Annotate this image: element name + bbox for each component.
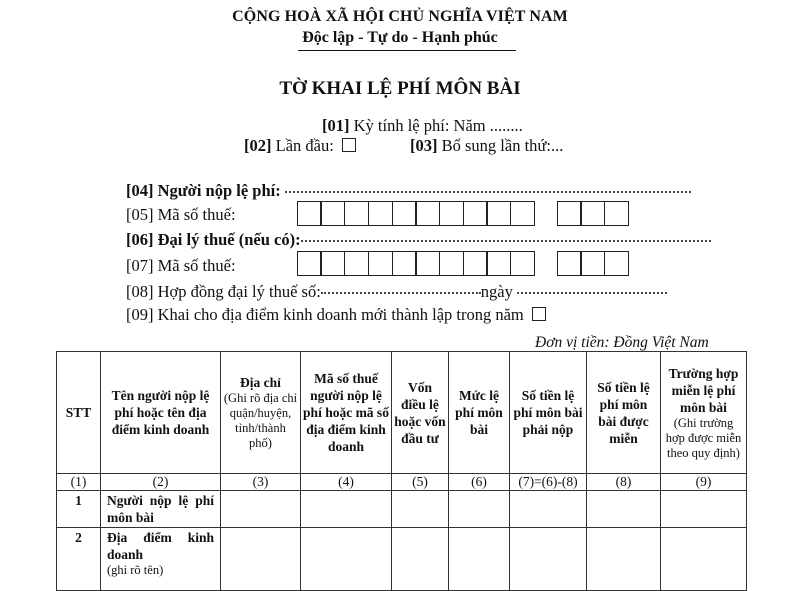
digit-box[interactable]: [557, 251, 582, 276]
new-location-checkbox[interactable]: [532, 307, 546, 321]
row-stt: 1: [57, 491, 101, 528]
col-header-stt: STT: [57, 352, 101, 474]
col-header-address-note: (Ghi rõ địa chỉ quận/huyện, tỉnh/thành phố): [223, 391, 298, 450]
col-index: (7)=(6)-(8): [510, 474, 587, 491]
digit-box[interactable]: [344, 251, 369, 276]
field-09-new-location: [126, 305, 546, 325]
row-stt: 2: [57, 528, 101, 591]
digit-box[interactable]: [439, 251, 464, 276]
digit-box[interactable]: [297, 201, 322, 226]
contract-date-input[interactable]: [517, 292, 667, 294]
col-index: (1): [57, 474, 101, 491]
field-04-label: [04] Người nộp lệ phí:: [126, 181, 281, 200]
col-header-name: Tên người nộp lệ phí hoặc tên địa điểm kinh doanh: [101, 352, 221, 474]
col-header-fee-exempted: Số tiền lệ phí môn bài được miễn: [587, 352, 661, 474]
form-title: TỜ KHAI LỆ PHÍ MÔN BÀI: [279, 78, 521, 99]
cell-fee-payable[interactable]: [510, 491, 587, 528]
digit-box[interactable]: [392, 201, 417, 226]
cell-capital[interactable]: [392, 491, 449, 528]
column-index-row: [57, 474, 747, 491]
tax-code-05-main-boxes[interactable]: [298, 201, 535, 226]
cell-capital[interactable]: [392, 528, 449, 591]
col-index: (3): [221, 474, 301, 491]
digit-box[interactable]: [439, 201, 464, 226]
fee-table: [56, 351, 747, 591]
col-header-exemption-note: (Ghi trường hợp được miễn theo quy định): [665, 415, 742, 460]
digit-box[interactable]: [604, 251, 629, 276]
col-index: (5): [392, 474, 449, 491]
cell-address[interactable]: [221, 528, 301, 591]
digit-box[interactable]: [415, 251, 440, 276]
field-09-label: [09] Khai cho địa điểm kinh doanh mới thành lập trong năm: [126, 305, 524, 324]
field-03-code: [03]: [410, 136, 438, 155]
row-name-cell: [101, 528, 221, 591]
field-03-supplement: [410, 136, 563, 156]
digit-box[interactable]: [320, 201, 345, 226]
field-08-date-label: ngày: [480, 282, 513, 301]
row-name-note: (ghi rõ tên): [107, 563, 164, 577]
row-name: Địa điểm kinh doanh: [107, 530, 214, 562]
col-header-exemption-case: [661, 352, 747, 474]
field-01-tax-period: [322, 116, 523, 136]
field-02-label: Lần đầu:: [275, 136, 334, 155]
cell-fee-level[interactable]: [449, 528, 510, 591]
cell-fee-exempted[interactable]: [587, 528, 661, 591]
field-04-fee-payer: [126, 181, 691, 201]
fee-payer-input[interactable]: [285, 191, 691, 193]
cell-fee-level[interactable]: [449, 491, 510, 528]
tax-code-07-main-boxes[interactable]: [298, 251, 535, 276]
contract-number-input[interactable]: [321, 292, 481, 294]
field-01-code: [01]: [322, 116, 350, 135]
digit-box[interactable]: [344, 201, 369, 226]
cell-exemption-case[interactable]: [661, 491, 747, 528]
col-index: (2): [101, 474, 221, 491]
col-header-tax-code: Mã số thuế người nộp lệ phí hoặc mã số địa điểm kinh doanh: [301, 352, 392, 474]
digit-box[interactable]: [320, 251, 345, 276]
field-03-label[interactable]: Bổ sung lần thứ:...: [441, 136, 564, 155]
motto-heading: [0, 29, 800, 48]
cell-fee-payable[interactable]: [510, 528, 587, 591]
cell-exemption-case[interactable]: [661, 528, 747, 591]
table-header-row: [57, 352, 747, 474]
col-index: (4): [301, 474, 392, 491]
cell-fee-exempted[interactable]: [587, 491, 661, 528]
field-02-code: [02]: [244, 136, 272, 155]
col-header-exemption-title: Trường hợp miễn lệ phí môn bài: [668, 365, 739, 415]
field-08-label: [08] Hợp đồng đại lý thuế số:: [126, 282, 321, 301]
field-05-label: [05] Mã số thuế:: [126, 205, 236, 224]
col-header-address: [221, 352, 301, 474]
digit-box[interactable]: [510, 251, 535, 276]
digit-box[interactable]: [297, 251, 322, 276]
digit-box[interactable]: [580, 251, 605, 276]
tax-code-05-branch-boxes[interactable]: [558, 201, 629, 226]
col-header-fee-payable: Số tiền lệ phí môn bài phải nộp: [510, 352, 587, 474]
cell-tax-code[interactable]: [301, 491, 392, 528]
digit-box[interactable]: [463, 251, 488, 276]
motto-underline: [298, 50, 516, 51]
table-row: [57, 528, 747, 591]
currency-unit: Đơn vị tiền: Đồng Việt Nam: [535, 334, 709, 351]
field-06-tax-agent: [126, 230, 711, 250]
digit-box[interactable]: [580, 201, 605, 226]
field-06-label: [06] Đại lý thuế (nếu có):: [126, 230, 301, 249]
cell-tax-code[interactable]: [301, 528, 392, 591]
col-header-address-title: Địa chỉ: [240, 375, 281, 390]
nation-heading: CỘNG HOÀ XÃ HỘI CHỦ NGHĨA VIỆT NAM: [232, 8, 568, 25]
tax-code-07-branch-boxes[interactable]: [558, 251, 629, 276]
col-index: (9): [661, 474, 747, 491]
digit-box[interactable]: [510, 201, 535, 226]
digit-box[interactable]: [557, 201, 582, 226]
motto-text: Độc lập - Tự do - Hạnh phúc: [302, 29, 498, 46]
first-time-checkbox[interactable]: [342, 138, 356, 152]
col-header-fee-level: Mức lệ phí môn bài: [449, 352, 510, 474]
digit-box[interactable]: [415, 201, 440, 226]
field-07-label: [07] Mã số thuế:: [126, 256, 236, 275]
field-02-first-time: [244, 136, 356, 156]
cell-address[interactable]: [221, 491, 301, 528]
field-08-agent-contract: [126, 282, 667, 302]
digit-box[interactable]: [368, 251, 393, 276]
col-index: (8): [587, 474, 661, 491]
digit-box[interactable]: [392, 251, 417, 276]
field-01-label[interactable]: Kỳ tính lệ phí: Năm ........: [353, 116, 523, 135]
tax-agent-input[interactable]: [301, 240, 711, 242]
col-header-capital: Vốn điều lệ hoặc vốn đầu tư: [392, 352, 449, 474]
digit-box[interactable]: [604, 201, 629, 226]
row-name: Người nộp lệ phí môn bài: [101, 491, 221, 528]
digit-box[interactable]: [486, 201, 511, 226]
digit-box[interactable]: [486, 251, 511, 276]
digit-box[interactable]: [368, 201, 393, 226]
table-row: [57, 491, 747, 528]
digit-box[interactable]: [463, 201, 488, 226]
col-index: (6): [449, 474, 510, 491]
